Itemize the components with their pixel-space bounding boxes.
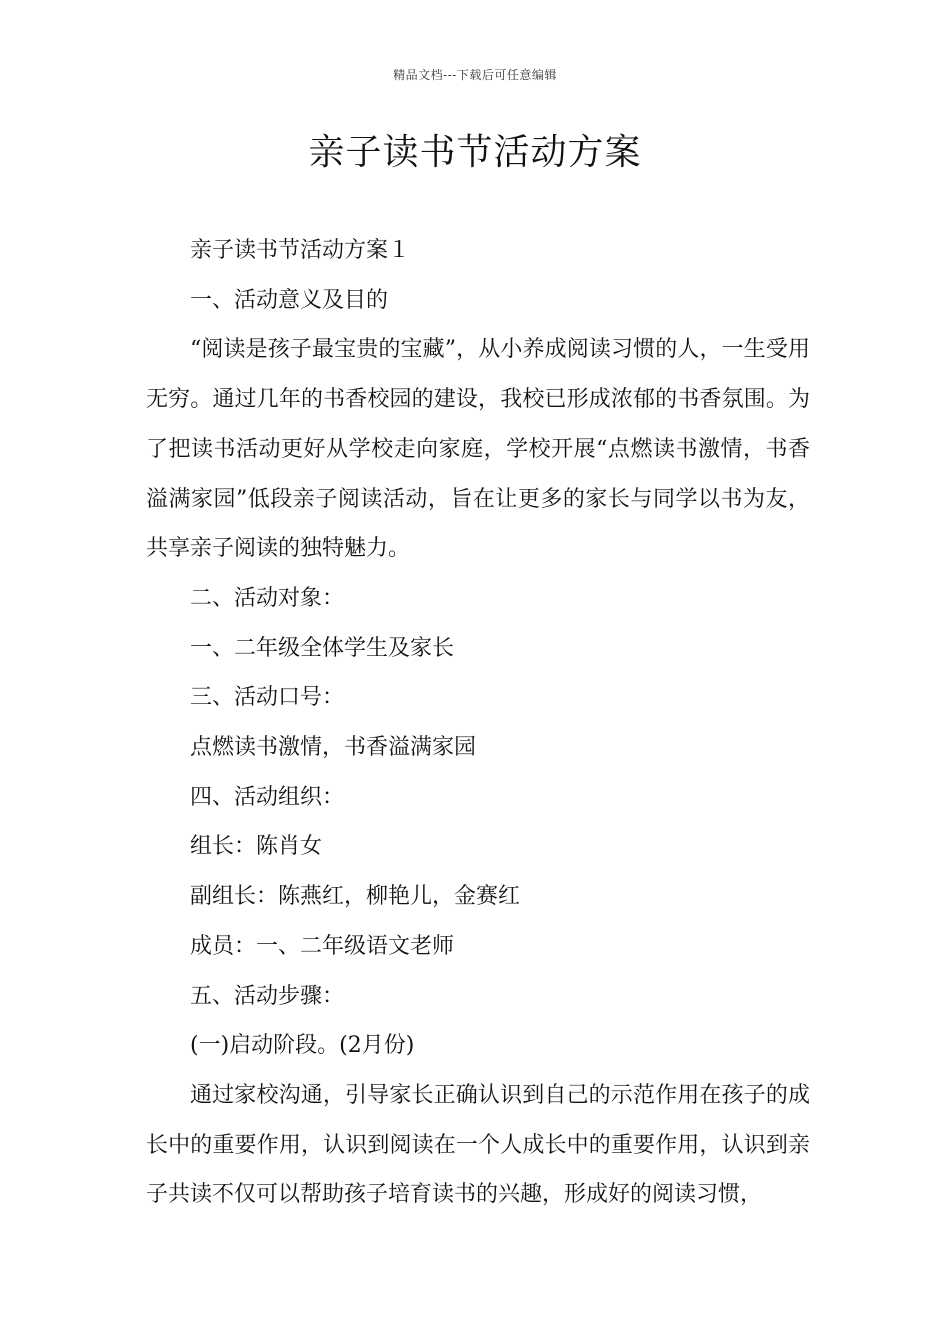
paragraph-participants: 一、二年级全体学生及家长 [190,635,455,661]
page-header: 精品文档---下载后可任意编辑 [393,68,557,82]
section-heading-slogan: 三、活动口号： [190,685,345,711]
paragraph-launch: 通过家校沟通，引导家长正确认识到自己的示范作用在孩子的成长中的重要作用，认识到阅读在一个人成长中的重要作用，认识到亲子共读不仅可以帮助孩子培育读书的兴趣，形成好的阅读习惯， [146,1082,810,1208]
document-title: 亲子读书节活动方案 [308,132,642,173]
section-heading-steps: 五、活动步骤： [190,983,345,1009]
paragraph-deputy-leaders: 副组长：陈燕红，柳艳儿，金赛红 [190,884,521,910]
paragraph-purpose: “阅读是孩子最宝贵的宝藏”，从小养成阅读习惯的人，一生受用无穷。通过几年的书香校园的建设，我校已形成浓郁的书香氛围。为了把读书活动更好从学校走向家庭，学校开展“点燃读书激情，书香溢满家园”低段亲子阅读活动，旨在让更多的家长与同学以书为友，共享亲子阅读的独特魅力。 [146,337,810,562]
section-heading-participants: 二、活动对象： [190,585,345,611]
section-heading-organization: 四、活动组织： [190,784,345,810]
section-heading-purpose: 一、活动意义及目的 [190,287,389,313]
paragraph-leader: 组长：陈肖女 [190,834,323,860]
section-heading-plan-1: 亲子读书节活动方案１ [190,238,411,263]
document-body [146,226,810,1220]
paragraph-members: 成员：一、二年级语文老师 [190,933,455,959]
subsection-heading-launch: (一)启动阶段。(2月份) [190,1033,415,1059]
paragraph-slogan: 点燃读书激情，书香溢满家园 [190,735,477,761]
